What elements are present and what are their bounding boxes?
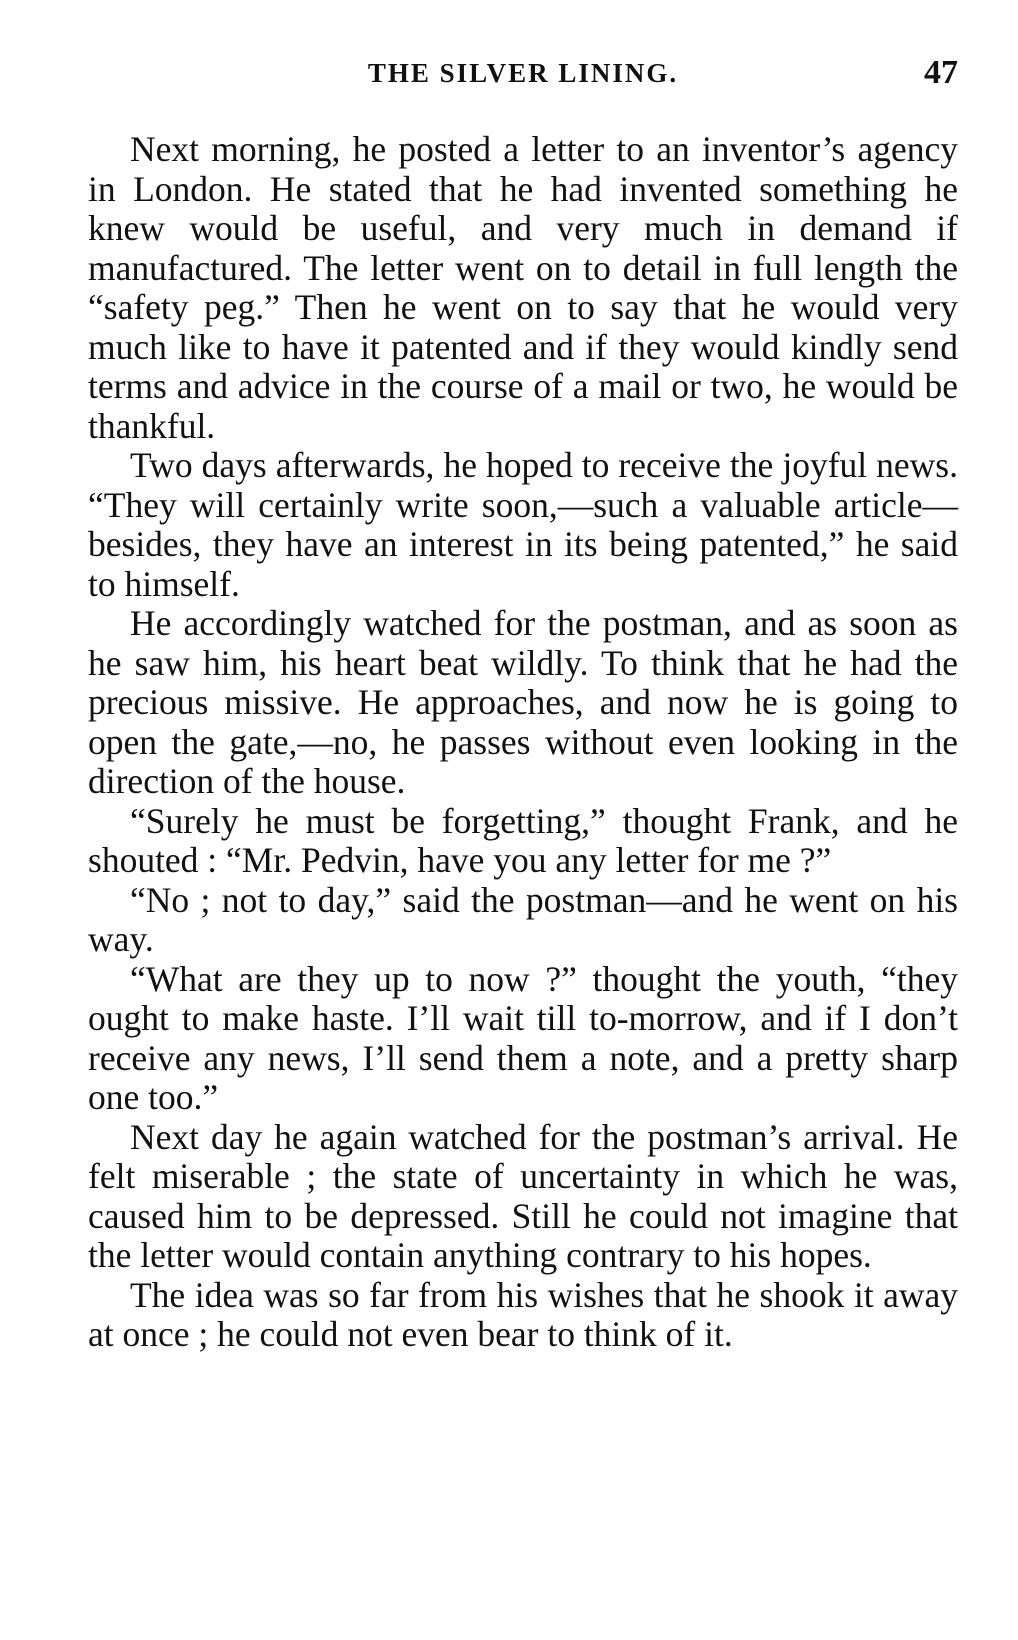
paragraph: Two days afterwards, he hoped to receive the joyful news. “They will certainly write soon,—such a valuable article—besides, they have an interest in its being patented,” he said to himself. xyxy=(88,445,958,604)
paragraph: He accordingly watched for the postman, and as soon as he saw him, his heart beat wildly. To think that he had the precious missive. He approaches, and now he is going to open the gate,—no, he passes without even looking in the direction of the house. xyxy=(88,603,958,801)
paragraph: “What are they up to now ?” thought the youth, “they ought to make haste. I’ll wait till to-morrow, and if I don’t receive any news, I’ll send them a note, and a pretty sharp one too.” xyxy=(88,958,958,1117)
paragraph: Next morning, he posted a letter to an inventor’s agency in London. He stated that he had invented something he knew would be useful, and very much in demand if manufactured. The letter went on to detail in full length the “safety peg.” Then he went on to say that he would very much like to have it patented and if they would kindly send terms and advice in the course of a mail or two, he would be thankful. xyxy=(88,129,958,446)
paragraph: “No ; not to day,” said the postman—and he went on his way. xyxy=(88,879,958,959)
paragraph: The idea was so far from his wishes that he shook it away at once ; he could not even bear to think of it. xyxy=(88,1274,958,1354)
paragraph: “Surely he must be forgetting,” thought Frank, and he shouted : “Mr. Pedvin, have you any letter for me ?” xyxy=(88,800,958,880)
running-title: THE SILVER LINING. xyxy=(367,58,679,88)
paragraph: Next day he again watched for the postman’s arrival. He felt miserable ; the state of uncertainty in which he was, caused him to be depressed. Still he could not imagine that the letter would contain anything contrary to his hopes. xyxy=(88,1116,958,1275)
page-number: 47 xyxy=(924,54,958,91)
body-text xyxy=(88,130,958,1355)
running-header xyxy=(88,54,958,98)
